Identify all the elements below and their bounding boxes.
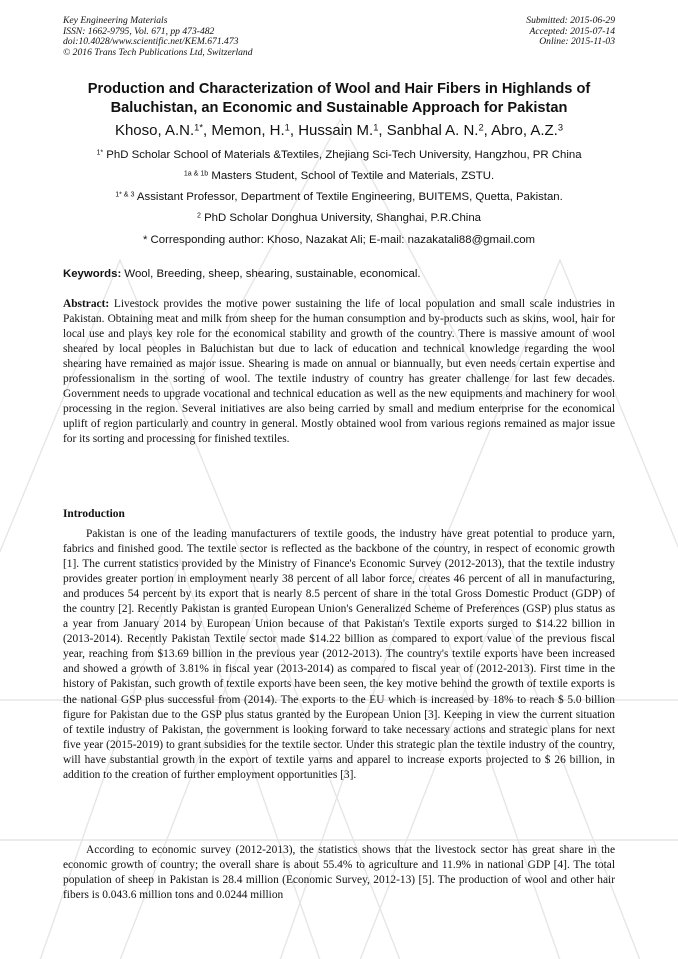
affiliation-text: PhD Scholar School of Materials &Textiles, Zhejiang Sci-Tech University, Hangzhou, PR China: [103, 149, 582, 161]
author-affiliation-mark: 1*: [194, 122, 203, 133]
keywords-label: Keywords:: [63, 268, 122, 280]
abstract-text: Livestock provides the motive power sustaining the life of local population and small scale industries in Pakistan. Obtaining meat and milk from sheep for the human consumption and by-products such as skins, wool, hair for local use and plays key role for the economical stability and growth of the country. There is massive amount of wool sheared by local peoples in Baluchistan but due to lack of education and technical knowledge regarding the wool shearing have remained as major issue. Shearing is made on annual or biannually, but even needs certain expertise and professionalism in the sorting of wool. The textile industry of country has greater challenge for last few decades. Government needs to upgrade vocational and technical education as well as the new equipments and machinery for wool processing in the region. Several initiatives are also being carried by small and medium enterprise for the economical uplift of region particularly and country in general. Mostly obtained wool from various regions remained as major issue for its sorting and processing for finished textiles.: [63, 298, 615, 446]
introduction-paragraph-2: According to economic survey (2012-2013), the statistics shows that the livestock sector has great share in the economic growth of country; the overall share is about 55.4% to agriculture and 11.9% in national GDP [4]. The total population of sheep in Pakistan is 28.4 million (Economic Survey, 2012-13) [5]. The production of wool and other hair fibers is 0.043.6 million tons and 0.0244 million: [63, 844, 615, 902]
affiliation-text: Masters Student, School of Textile and Materials, ZSTU.: [208, 170, 495, 182]
affiliation-mark: 1a & 1b: [183, 170, 209, 178]
abstract-label: Abstract:: [63, 298, 110, 310]
author-separator: ,: [289, 122, 299, 139]
author-affiliation-mark: 1: [284, 122, 290, 133]
keywords-text: Wool, Breeding, sheep, shearing, sustainable, economical.: [121, 268, 421, 280]
affiliation-text: Assistant Professor, Department of Textile Engineering, BUITEMS, Quetta, Pakistan.: [134, 191, 563, 203]
online-date: Online: 2015-11-03: [539, 36, 615, 48]
affiliation-text: PhD Scholar Donghua University, Shanghai, P.R.China: [200, 212, 481, 224]
corresponding-author-text: * Corresponding author: Khoso, Nazakat Ali; E-mail: nazakatali88@gmail.com: [142, 234, 536, 246]
keywords-line: [63, 268, 615, 280]
abstract-paragraph: [63, 297, 615, 447]
author-affiliation-mark: 2: [478, 122, 484, 133]
author-name: Sanbhal A. N.: [386, 122, 479, 139]
affiliation-line: [30, 191, 648, 203]
affiliation-mark: 1* & 3: [115, 191, 135, 199]
corresponding-author: [30, 234, 648, 246]
affiliation-line: [30, 212, 648, 224]
author-name: Memon, H.: [211, 122, 285, 139]
journal-copyright: © 2016 Trans Tech Publications Ltd, Switzerland: [63, 46, 253, 58]
affiliation-mark: 1*: [96, 149, 104, 157]
author-separator: ,: [202, 122, 212, 139]
submitted-date: Submitted: 2015-06-29: [526, 15, 615, 26]
journal-info: [63, 16, 253, 58]
affiliation-line: [30, 170, 648, 182]
author-separator: ,: [483, 122, 492, 139]
journal-name: Key Engineering Materials: [63, 15, 168, 26]
affiliation-line: [30, 149, 648, 161]
author-separator: ,: [378, 122, 387, 139]
author-name: Hussain M.: [298, 122, 374, 139]
accepted-date: Accepted: 2015-07-14: [529, 25, 615, 37]
author-name: Abro, A.Z.: [491, 122, 558, 139]
journal-issn: ISSN: 1662-9795, Vol. 671, pp 473-482: [63, 25, 215, 37]
author-affiliation-mark: 1: [373, 122, 379, 133]
introduction-heading: Introduction: [63, 508, 125, 520]
author-list: [40, 122, 638, 139]
author-name: Khoso, A.N.: [114, 122, 195, 139]
affiliation-mark: 2: [197, 212, 201, 220]
introduction-paragraph-1: Pakistan is one of the leading manufacturers of textile goods, the industry have great potential to produce yarn, fabrics and finished good. The textile sector is reflected as the backbone of the country, in respect of economic growth [1]. The current statistics provided by the Ministry of Finance's Economic Survey (2012-2013), that the textile industry provides greater portion in employment nearly 38 percent of all labor force, creates 46 percent of all in manufacturing, and produces 54 percent by its export that is nearly 8.5 percent of share in the total Gross Domestic Product (GDP) of the country [2]. Recently Pakistan is granted European Union's Generalized Scheme of Preferences (GSP) plus status as a year from January 2014 by European Union because of that Pakistan's Textile exports surged to $14.22 billion in (2013-2014). Recently Pakistan Textile sector made $14.22 billion as compared to export value of the previous fiscal year, reaching from $13.69 billion in the previous year (2012-2013). The country's textile exports have been increased and showed a growth of 3.81% in fiscal year (2013-2014) as compared to fiscal year of (2012-2013). First time in the history of Pakistan, such growth of textile exports have been seen, the key motive behind the growth of textile exports is the national GSP plus successful from (2014). The exports to the EU which is increased by 18% to reach $ 5.0 billion figure for Pakistan due to the GSP plus status granted by the European Union [3]. Keeping in view the current situation of textile industry of Pakistan, the government is looking forward to take necessary actions and strategic plans for next five year (2015-2019) to grant subsidies for the textile sector. Under this strategic plan the textile industry of the country, will have substantial growth in the export of textile yarns and apparel to increase exports projected to $ 26 billion, in addition to the creation of further employment opportunities [3].: [63, 528, 615, 781]
submission-dates: [526, 16, 615, 48]
journal-doi[interactable]: doi:10.4028/www.scientific.net/KEM.671.473: [63, 36, 239, 48]
author-affiliation-mark: 3: [557, 122, 564, 133]
paper-title: Production and Characterization of Wool and Hair Fibers in Highlands of Baluchistan, an Economic and Sustainable Approach for Pakistan: [87, 81, 591, 116]
